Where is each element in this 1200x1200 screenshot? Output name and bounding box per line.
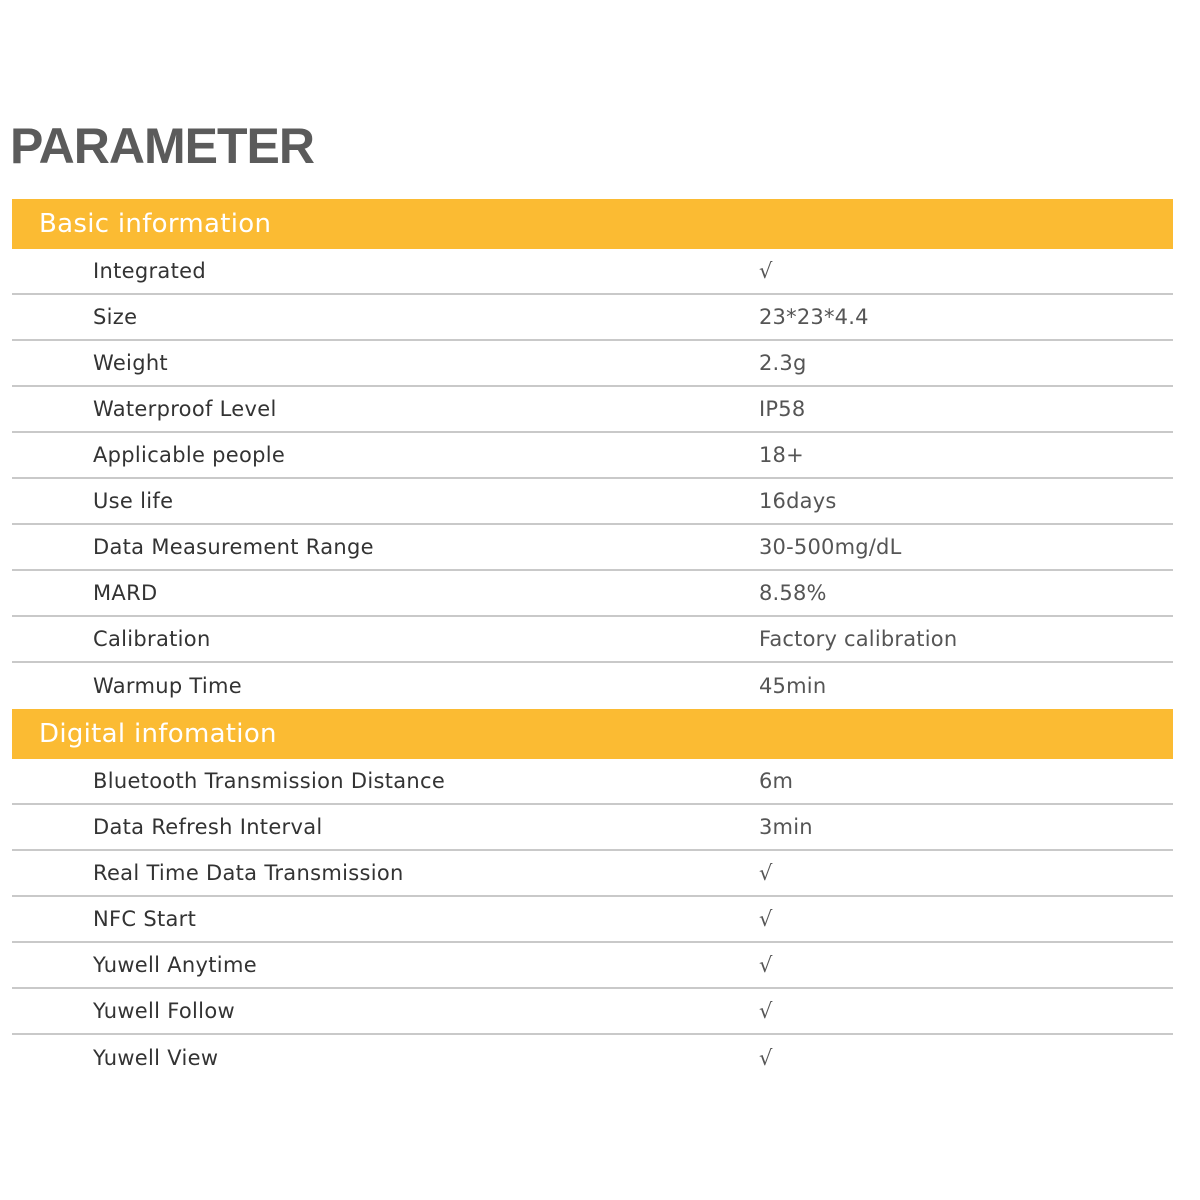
row-label: Data Refresh Interval	[93, 815, 323, 839]
row-value: 16days	[759, 489, 837, 513]
row-label: Waterproof Level	[93, 397, 277, 421]
table-row	[12, 479, 1173, 525]
table-row	[12, 433, 1173, 479]
row-value: 2.3g	[759, 351, 807, 375]
section-header	[12, 709, 1173, 759]
row-value: √	[759, 953, 773, 977]
row-label: NFC Start	[93, 907, 197, 931]
section-basic-information	[12, 199, 1173, 709]
table-row	[12, 759, 1173, 805]
table-row	[12, 1035, 1173, 1081]
row-label: Applicable people	[93, 443, 286, 467]
row-label: Real Time Data Transmission	[93, 861, 404, 885]
row-value: √	[759, 259, 773, 283]
row-label: Yuwell Follow	[93, 999, 235, 1023]
row-label: Integrated	[93, 259, 206, 283]
table-row	[12, 617, 1173, 663]
table-row	[12, 341, 1173, 387]
row-value: 6m	[759, 769, 794, 793]
table-row	[12, 989, 1173, 1035]
table-row	[12, 295, 1173, 341]
table-row	[12, 525, 1173, 571]
table-row	[12, 249, 1173, 295]
row-label: Use life	[93, 489, 174, 513]
row-value: √	[759, 999, 773, 1023]
row-label: Calibration	[93, 627, 211, 651]
section-header-label: Basic information	[39, 209, 272, 239]
row-value: √	[759, 907, 773, 931]
row-value: 8.58%	[759, 581, 827, 605]
table-row	[12, 805, 1173, 851]
row-value: 23*23*4.4	[759, 305, 869, 329]
table-row	[12, 571, 1173, 617]
row-value: 45min	[759, 674, 827, 698]
row-value: Factory calibration	[759, 627, 958, 651]
table-row	[12, 663, 1173, 709]
table-row	[12, 851, 1173, 897]
row-value: 3min	[759, 815, 813, 839]
row-label: MARD	[93, 581, 158, 605]
row-label: Size	[93, 305, 138, 329]
row-value: √	[759, 1046, 773, 1070]
row-label: Yuwell View	[93, 1046, 219, 1070]
row-value: 30-500mg/dL	[759, 535, 902, 559]
table-row	[12, 387, 1173, 433]
section-header-label: Digital infomation	[39, 719, 277, 749]
row-label: Yuwell Anytime	[93, 953, 257, 977]
table-row	[12, 943, 1173, 989]
row-value: 18+	[759, 443, 804, 467]
row-value: √	[759, 861, 773, 885]
table-row	[12, 897, 1173, 943]
row-label: Bluetooth Transmission Distance	[93, 769, 446, 793]
page-title: PARAMETER	[10, 118, 314, 174]
section-digital-information	[12, 709, 1173, 1081]
row-label: Data Measurement Range	[93, 535, 374, 559]
row-label: Weight	[93, 351, 168, 375]
parameter-table	[12, 199, 1173, 1081]
row-label: Warmup Time	[93, 674, 243, 698]
row-value: IP58	[759, 397, 806, 421]
section-header	[12, 199, 1173, 249]
